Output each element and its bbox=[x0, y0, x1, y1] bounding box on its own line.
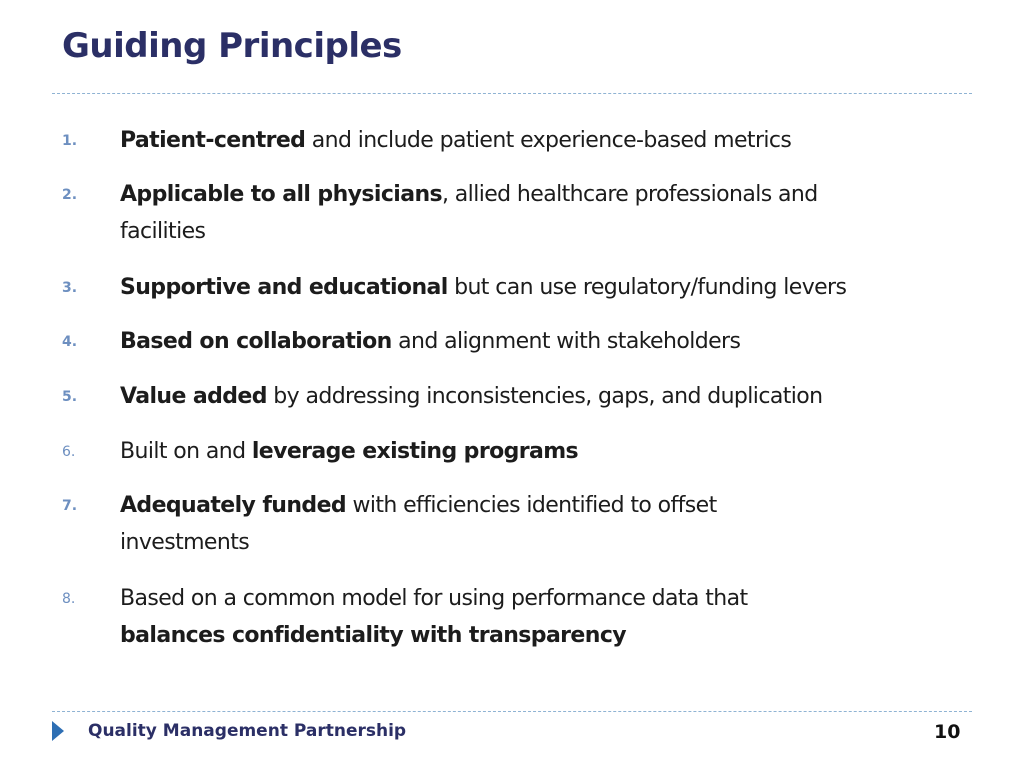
play-arrow-icon bbox=[52, 721, 64, 741]
header-divider bbox=[52, 93, 972, 94]
principle-number: 8. bbox=[62, 591, 76, 607]
footer-divider bbox=[52, 711, 972, 712]
principle-text: Applicable to all physicians, allied healthcare professionals and facilities bbox=[120, 182, 818, 244]
principle-emphasis: Based on collaboration bbox=[120, 329, 392, 354]
principle-emphasis: Value added bbox=[120, 384, 267, 409]
principle-number: 6. bbox=[62, 444, 76, 460]
principle-number: 5. bbox=[62, 389, 78, 405]
principle-text: Built on and leverage existing programs bbox=[120, 439, 579, 464]
principle-emphasis: balances confidentiality with transparency bbox=[120, 623, 627, 648]
principle-number: 7. bbox=[62, 498, 78, 514]
page-number: 10 bbox=[934, 721, 961, 743]
principle-emphasis: Applicable to all physicians bbox=[120, 182, 443, 207]
principle-number: 3. bbox=[62, 280, 78, 296]
principle-emphasis: Adequately funded bbox=[120, 493, 347, 518]
principle-emphasis: leverage existing programs bbox=[251, 439, 579, 464]
principle-text: Based on collaboration and alignment with stakeholders bbox=[120, 329, 741, 354]
principle-emphasis: Patient-centred bbox=[120, 128, 306, 153]
principle-number: 2. bbox=[62, 187, 78, 203]
principle-text: Value added by addressing inconsistencies, gaps, and duplication bbox=[120, 384, 823, 409]
footer-organization-label: Quality Management Partnership bbox=[88, 721, 407, 741]
principle-number: 4. bbox=[62, 334, 78, 350]
slide-title: Guiding Principles bbox=[62, 26, 402, 66]
principle-text: Patient-centred and include patient experience-based metrics bbox=[120, 128, 792, 153]
principle-emphasis: Supportive and educational bbox=[120, 275, 448, 300]
principle-number: 1. bbox=[62, 133, 78, 149]
principle-text: Supportive and educational but can use regulatory/funding levers bbox=[120, 275, 847, 300]
principle-text: Adequately funded with efficiencies identified to offset investments bbox=[120, 493, 717, 555]
principle-text: Based on a common model for using performance data that balances confidentiality with transparency bbox=[120, 586, 748, 648]
